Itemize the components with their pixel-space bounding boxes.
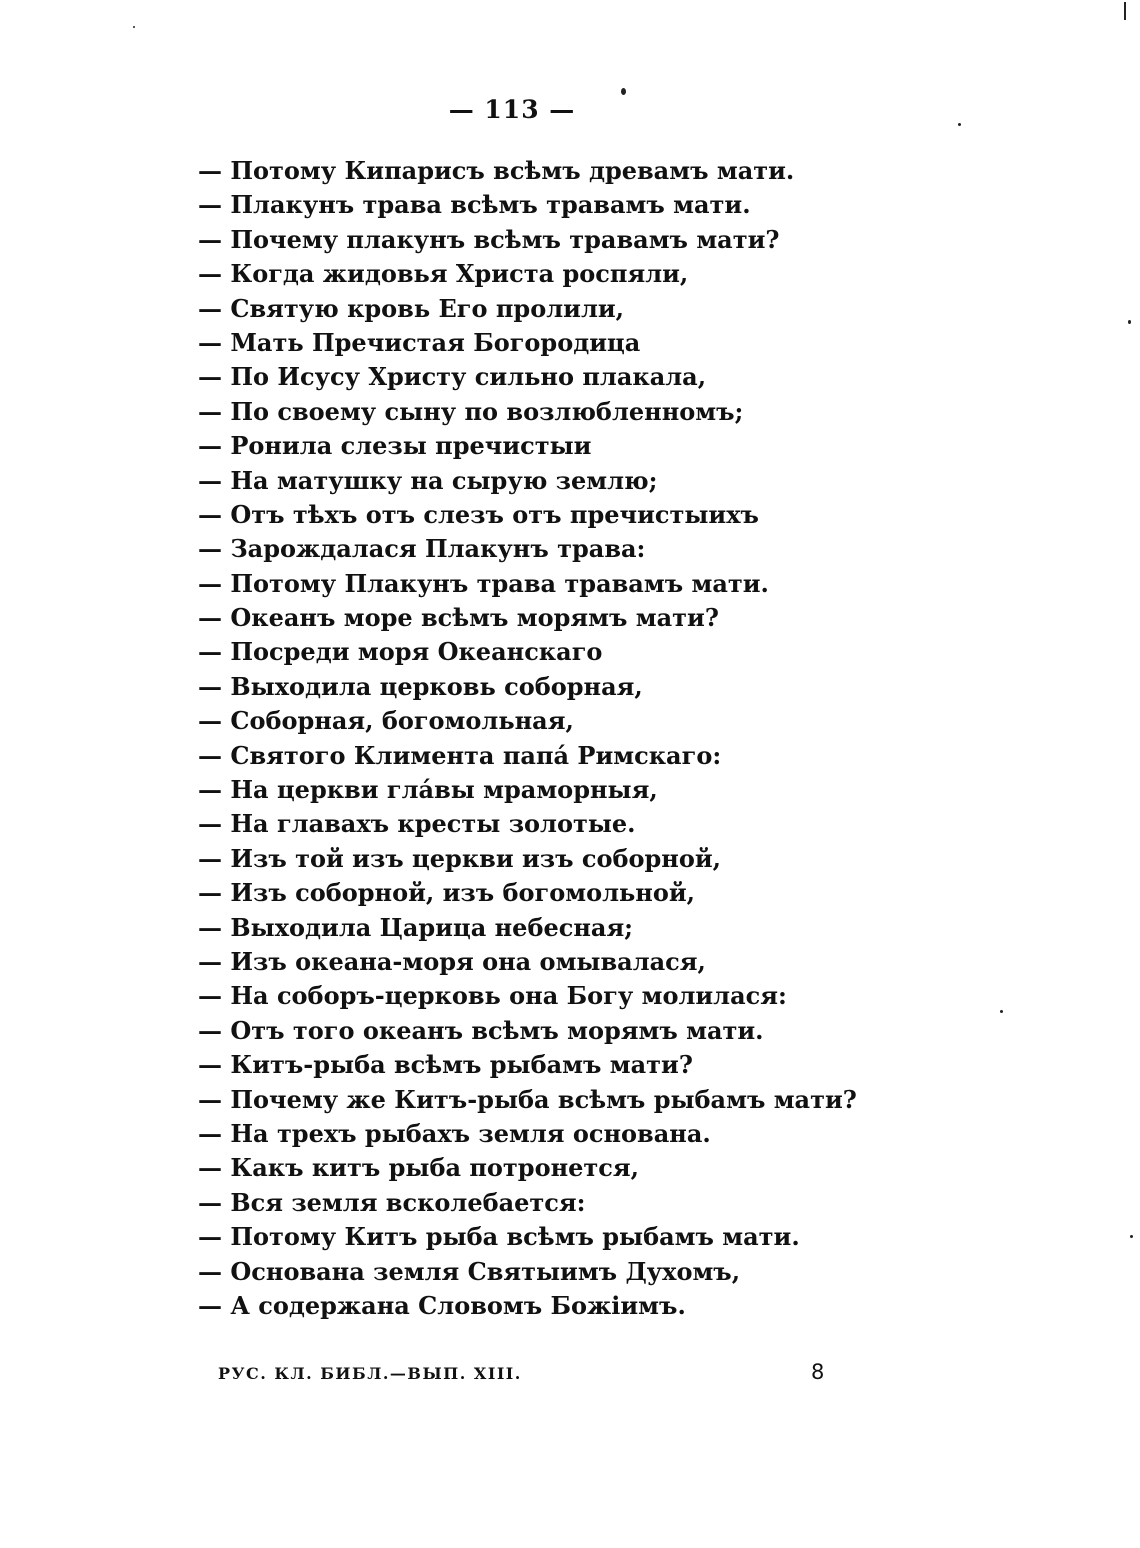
verse-line: — На главахъ кресты золотые.: [198, 809, 636, 839]
verse-line: — Потому Плакунъ трава травамъ мати.: [198, 568, 769, 598]
verse-line: — На церкви гла́вы мраморныя,: [198, 775, 658, 805]
verse-line: — Когда жидовья Христа роспяли,: [198, 259, 689, 289]
verse-line: — Выходила Царица небесная;: [198, 912, 634, 942]
verse-line: — По своему сыну по возлюбленномъ;: [198, 396, 744, 426]
verse-line: — Вся земля всколебается:: [198, 1187, 586, 1217]
verse-line: — Китъ-рыба всѣмъ рыбамъ мати?: [198, 1050, 693, 1080]
verse-line: — Основана земля Святыимъ Духомъ,: [198, 1256, 741, 1286]
verse-line: — Соборная, богомольная,: [198, 706, 574, 736]
verse-line: — Мать Пречистая Богородица: [198, 327, 641, 357]
verse-line: — Почему плакунъ всѣмъ травамъ мати?: [198, 224, 780, 254]
verse-line: — Ронила слезы пречистыи: [198, 431, 592, 461]
verse-line: — Изъ той изъ церкви изъ соборной,: [198, 843, 722, 873]
verse-line: — На соборъ-церковь она Богу молилася:: [198, 981, 787, 1011]
footer-sheet-number: 8: [811, 1360, 825, 1384]
verse-line: — Зарождалася Плакунъ трава:: [198, 534, 646, 564]
verse-line: — Потому Кипарисъ всѣмъ древамъ мати.: [198, 156, 795, 185]
verse-line: — Святого Климента папа́ Римскаго:: [198, 740, 722, 770]
verse-line: — Отъ тѣхъ отъ слезъ отъ пречистыихъ: [198, 499, 759, 529]
verse-line: — Изъ соборной, изъ богомольной,: [198, 878, 696, 908]
scan-speck: [133, 26, 135, 28]
verse-line: — Отъ того океанъ всѣмъ морямъ мати.: [198, 1015, 764, 1045]
verse-line: — Потому Китъ рыба всѣмъ рыбамъ мати.: [198, 1222, 800, 1252]
page-number: — 113 —: [448, 95, 576, 124]
verse-line: — Посреди моря Океанскаго: [198, 637, 603, 667]
verse-line: — По Исусу Христу сильно плакала,: [198, 362, 707, 392]
scan-speck: [1000, 1010, 1003, 1013]
verse-line: — Изъ океана-моря она омывалася,: [198, 946, 706, 976]
scan-speck: [1130, 1235, 1133, 1238]
verse-line: — На матушку на сырую землю;: [198, 465, 658, 495]
verse-line: — Какъ китъ рыба потронется,: [198, 1153, 639, 1183]
verse-line: — Плакунъ трава всѣмъ травамъ мати.: [198, 190, 751, 220]
scan-speck: [958, 123, 961, 126]
verse-line: — На трехъ рыбахъ земля основана.: [198, 1118, 711, 1148]
scan-speck: [1128, 320, 1131, 324]
scan-speck: [621, 88, 626, 95]
verse-list: [198, 154, 918, 1323]
verse-line: — А содержана Словомъ Божіимъ.: [198, 1290, 686, 1320]
verse-line: — Выходила церковь соборная,: [198, 671, 643, 701]
verse-line: — Океанъ море всѣмъ морямъ мати?: [198, 603, 719, 633]
scan-speck: [1124, 2, 1126, 20]
verse-line: — Святую кровь Его пролили,: [198, 293, 625, 323]
footer-signature: РУС. КЛ. БИБЛ.—ВЫП. XIII.: [218, 1364, 522, 1383]
verse-line: — Почему же Китъ-рыба всѣмъ рыбамъ мати?: [198, 1084, 857, 1114]
